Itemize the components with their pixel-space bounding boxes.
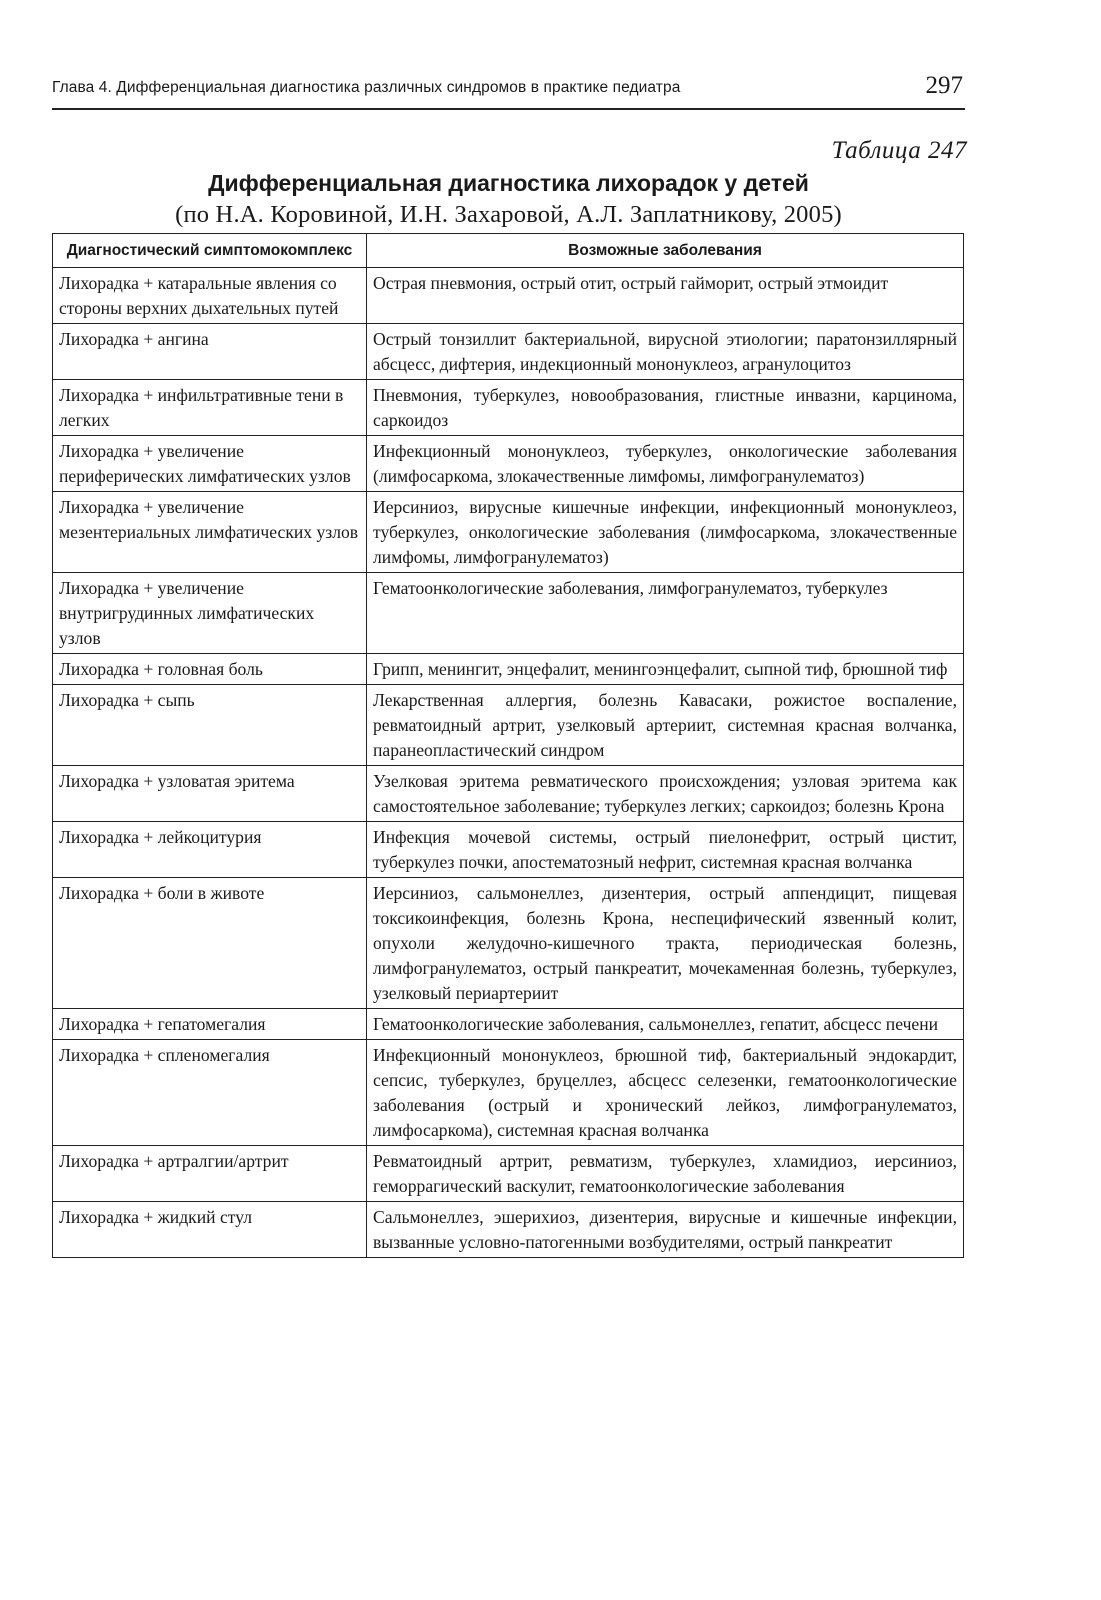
table-row (53, 324, 964, 380)
diseases-cell: Ревматоидный артрит, ревматизм, туберкулез, хламидиоз, иерсиниоз, геморрагический васкулит, гематоонкологические заболевания (367, 1146, 964, 1202)
table-row (53, 436, 964, 492)
symptom-complex-cell: Лихорадка + спленомегалия (53, 1040, 367, 1146)
table-row (53, 878, 964, 1009)
table-row (53, 268, 964, 324)
table-subtitle: (по Н.А. Коровиной, И.Н. Захаровой, А.Л. Заплатникову, 2005) (175, 201, 842, 228)
symptom-complex-cell: Лихорадка + лейкоцитурия (53, 822, 367, 878)
diseases-cell: Сальмонеллез, эшерихиоз, дизентерия, вирусные и кишечные инфекции, вызванные условно-патогенными возбудителями, острый панкреатит (367, 1202, 964, 1258)
column-header-possible-diseases: Возможные заболевания (367, 234, 964, 268)
diseases-cell: Инфекционный мононуклеоз, брюшной тиф, бактериальный эндокардит, сепсис, туберкулез, бруцеллез, абсцесс селезенки, гематоонкологические заболевания (острый и хронический лейкоз, лимфогранулематоз, лимфосаркома), системная красная волчанка (367, 1040, 964, 1146)
chapter-title: Глава 4. Дифференциальная диагностика различных синдромов в практике педиатра (52, 79, 681, 96)
symptom-complex-cell: Лихорадка + сыпь (53, 685, 367, 766)
diseases-cell: Острый тонзиллит бактериальной, вирусной этиологии; паратонзиллярный абсцесс, дифтерия, индекционный мононуклеоз, агранулоцитоз (367, 324, 964, 380)
table-row (53, 822, 964, 878)
table-row (53, 1040, 964, 1146)
table-row (53, 766, 964, 822)
table-row (53, 685, 964, 766)
diseases-cell: Гематоонкологические заболевания, сальмонеллез, гепатит, абсцесс печени (367, 1009, 964, 1040)
symptom-complex-cell: Лихорадка + ангина (53, 324, 367, 380)
table-header-row (53, 234, 964, 268)
diseases-cell: Пневмония, туберкулез, новообразования, глистные инвазни, карцинома, саркоидоз (367, 380, 964, 436)
table-row (53, 492, 964, 573)
table-row (53, 1009, 964, 1040)
diseases-cell: Острая пневмония, острый отит, острый гайморит, острый этмоидит (367, 268, 964, 324)
diseases-cell: Иерсиниоз, сальмонеллез, дизентерия, острый аппендицит, пищевая токсикоинфекция, болезнь Крона, неспецифический язвенный колит, опухоли желудочно-кишечного тракта, периодическая болезнь, лимфогранулематоз, острый панкреатит, мочекаменная болезнь, туберкулез, узелковый периартериит (367, 878, 964, 1009)
differential-diagnosis-table (52, 233, 964, 1258)
symptom-complex-cell: Лихорадка + головная боль (53, 654, 367, 685)
symptom-complex-cell: Лихорадка + артралгии/артрит (53, 1146, 367, 1202)
table-row (53, 1202, 964, 1258)
page-number: 297 (925, 72, 963, 99)
diseases-cell: Гематоонкологические заболевания, лимфогранулематоз, туберкулез (367, 573, 964, 654)
table-title: Дифференциальная диагностика лихорадок у детей (208, 170, 809, 196)
symptom-complex-cell: Лихорадка + жидкий стул (53, 1202, 367, 1258)
symptom-complex-cell: Лихорадка + боли в животе (53, 878, 367, 1009)
symptom-complex-cell: Лихорадка + увеличение периферических лимфатических узлов (53, 436, 367, 492)
symptom-complex-cell: Лихорадка + инфильтративные тени в легких (53, 380, 367, 436)
diseases-cell: Грипп, менингит, энцефалит, менингоэнцефалит, сыпной тиф, брюшной тиф (367, 654, 964, 685)
symptom-complex-cell: Лихорадка + гепатомегалия (53, 1009, 367, 1040)
diseases-cell: Узелковая эритема ревматического происхождения; узловая эритема как самостоятельное заболевание; туберкулез легких; саркоидоз; болезнь Крона (367, 766, 964, 822)
symptom-complex-cell: Лихорадка + увеличение внутригрудинных лимфатических узлов (53, 573, 367, 654)
symptom-complex-cell: Лихорадка + катаральные явления со стороны верхних дыхательных путей (53, 268, 367, 324)
table-row (53, 1146, 964, 1202)
diseases-cell: Иерсиниоз, вирусные кишечные инфекции, инфекционный мононуклеоз, туберкулез, онкологические заболевания (лимфосаркома, злокачественные лимфомы, лимфогранулематоз) (367, 492, 964, 573)
table-row (53, 573, 964, 654)
column-header-symptom-complex: Диагностический симптомокомплекс (53, 234, 367, 268)
diseases-cell: Инфекция мочевой системы, острый пиелонефрит, острый цистит, туберкулез почки, апостематозный нефрит, системная красная волчанка (367, 822, 964, 878)
running-head (52, 66, 965, 110)
symptom-complex-cell: Лихорадка + увеличение мезентериальных лимфатических узлов (53, 492, 367, 573)
table-row (53, 654, 964, 685)
table-row (53, 380, 964, 436)
table-number: Таблица 247 (831, 137, 967, 164)
diseases-cell: Лекарственная аллергия, болезнь Кавасаки, рожистое воспаление, ревматоидный артрит, узелковый артериит, системная красная волчанка, паранеопластический синдром (367, 685, 964, 766)
symptom-complex-cell: Лихорадка + узловатая эритема (53, 766, 367, 822)
diseases-cell: Инфекционный мононуклеоз, туберкулез, онкологические заболевания (лимфосаркома, злокачественные лимфомы, лимфогранулематоз) (367, 436, 964, 492)
